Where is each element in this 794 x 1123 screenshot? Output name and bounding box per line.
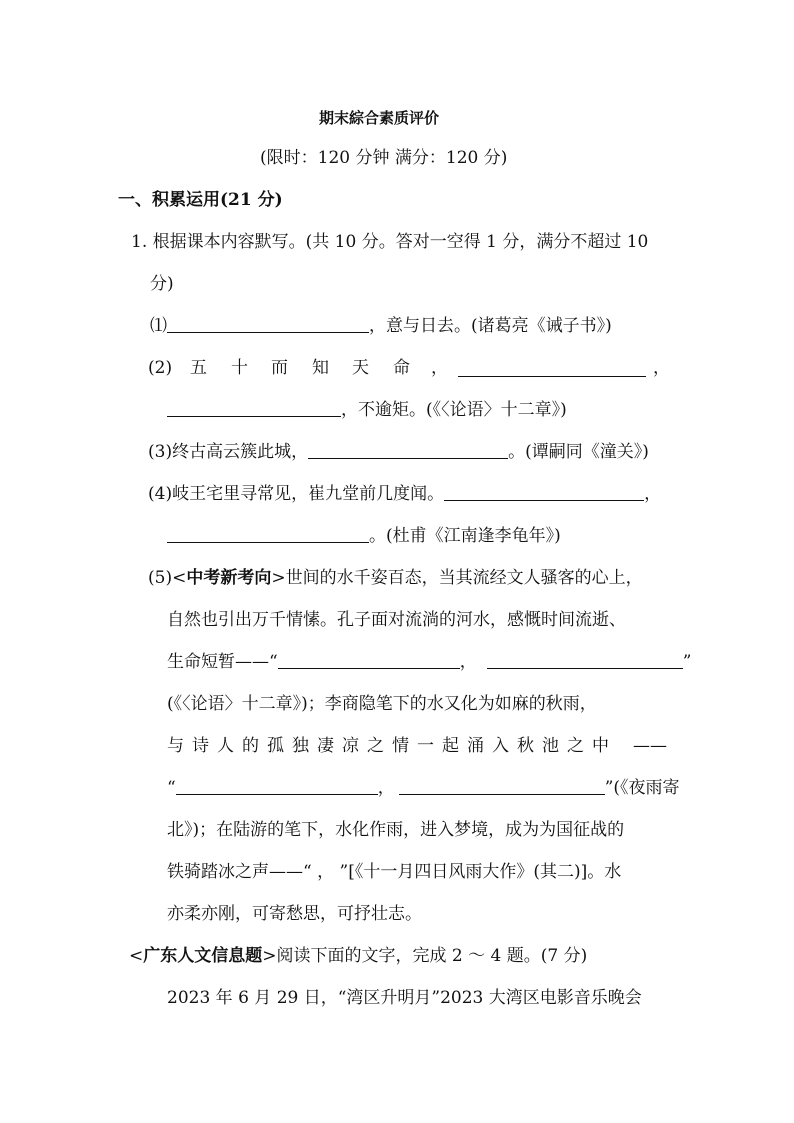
- item-text: (4)岐王宅里寻常见，崔九堂前几度闻。: [148, 484, 445, 504]
- item-text: ，意与日去。(诸葛亮《诫子书》): [369, 316, 612, 336]
- item-text: 一: [417, 736, 434, 756]
- item-text: ，不逾矩。(《〈论语〉十二章》): [341, 400, 567, 420]
- exam-subtitle: (限时：120 分钟 满分：120 分): [260, 148, 508, 168]
- reading-heading: [129, 944, 587, 968]
- answer-blank[interactable]: [444, 482, 644, 501]
- item-text: 天: [352, 358, 369, 378]
- item-text: 中: [592, 736, 609, 756]
- item-number: (2): [148, 358, 173, 378]
- item-1: [150, 314, 612, 338]
- item-text: 。(谭嗣同《潼关》): [508, 442, 649, 462]
- question-stem: 1. 根据课本内容默写。(共 10 分。答对一空得 1 分，满分不超过 10: [131, 232, 649, 252]
- item-text: 凄: [317, 736, 334, 756]
- item-number: ⑴: [150, 316, 167, 336]
- answer-blank[interactable]: [487, 650, 683, 669]
- reading-paragraph: 2023 年 6 月 29 日，“湾区升明月”2023 大湾区电影音乐晚会: [167, 988, 642, 1008]
- item-text: 之: [367, 736, 384, 756]
- answer-blank[interactable]: [167, 398, 341, 417]
- item-text: ”: [682, 652, 692, 672]
- item-text: “: [167, 778, 176, 798]
- item-text: 凉: [342, 736, 359, 756]
- item-text: 十: [231, 358, 248, 378]
- item-text: >世间的水千姿百态，当其流经文人骚客的心上，: [271, 568, 643, 588]
- item-text: 孤: [267, 736, 284, 756]
- item-text: 入: [492, 736, 509, 756]
- reading-text: <: [129, 946, 144, 966]
- item-text: 而: [271, 358, 288, 378]
- item-5-line: 自然也引出万千情愫。孔子面对流淌的河水，感慨时间流逝、: [167, 610, 626, 630]
- item-text: 起: [442, 736, 459, 756]
- item-text: ，: [459, 652, 477, 672]
- item-5: [148, 566, 643, 590]
- item-text: (3)终古高云簇此城，: [148, 442, 309, 462]
- item-text: 命: [393, 358, 410, 378]
- item-5-line: 亦柔亦刚，可寄愁思，可抒壮志。: [167, 904, 422, 924]
- question-stem-cont: 分): [150, 274, 174, 294]
- reading-text: >阅读下面的文字，完成 2 ～ 4 题。(7 分): [262, 946, 588, 966]
- item-text: 与: [167, 736, 184, 756]
- answer-blank[interactable]: [176, 776, 378, 795]
- item-text: 之: [567, 736, 584, 756]
- item-text: 诗: [192, 736, 209, 756]
- item-text: 秋: [517, 736, 534, 756]
- answer-blank[interactable]: [167, 314, 369, 333]
- item-text: 人: [217, 736, 234, 756]
- tag-label: 广东人文信息题: [143, 946, 263, 966]
- item-text: ”(《夜雨寄: [604, 778, 680, 798]
- page-title: 期末綜合素质评价: [319, 109, 440, 127]
- item-text: 独: [292, 736, 309, 756]
- answer-blank[interactable]: [308, 440, 508, 459]
- item-text: ，: [431, 358, 448, 378]
- item-5-line: (《〈论语〉十二章》)；李商隐笔下的水又化为如麻的秋雨，: [167, 694, 597, 714]
- item-5-line: 铁骑踏冰之声——“ ， ”[《十一月四日风雨大作》(其二)]。水: [167, 862, 622, 882]
- section-heading: 一、积累运用(21 分): [118, 190, 283, 210]
- item-5-line: 北》)；在陆游的笔下，水化作雨，进入梦境，成为为国征战的: [167, 820, 625, 840]
- answer-blank[interactable]: [278, 650, 460, 669]
- item-text: ，: [653, 358, 670, 378]
- item-5-line: [167, 650, 691, 674]
- item-text: 。(杜甫《江南逢李龟年》): [369, 526, 561, 546]
- item-text: ，: [377, 778, 395, 798]
- item-text: ，: [644, 484, 662, 504]
- item-text: 五: [190, 358, 207, 378]
- item-2-cont: [167, 398, 567, 422]
- item-text: 知: [312, 358, 329, 378]
- answer-blank[interactable]: [399, 776, 605, 795]
- answer-blank[interactable]: [167, 524, 369, 543]
- item-text: 的: [242, 736, 259, 756]
- tag-label: 中考新考向: [186, 568, 272, 588]
- item-text: 池: [542, 736, 559, 756]
- item-text: 情: [392, 736, 409, 756]
- item-text: 涌: [467, 736, 484, 756]
- item-text: ——: [633, 736, 667, 756]
- item-text: (5)<: [148, 568, 187, 588]
- item-text: 生命短暂——“: [167, 652, 278, 672]
- item-3: [148, 440, 649, 464]
- item-4: [148, 482, 661, 506]
- answer-blank[interactable]: [458, 358, 646, 377]
- item-5-line: [167, 776, 680, 800]
- item-4-cont: [167, 524, 561, 548]
